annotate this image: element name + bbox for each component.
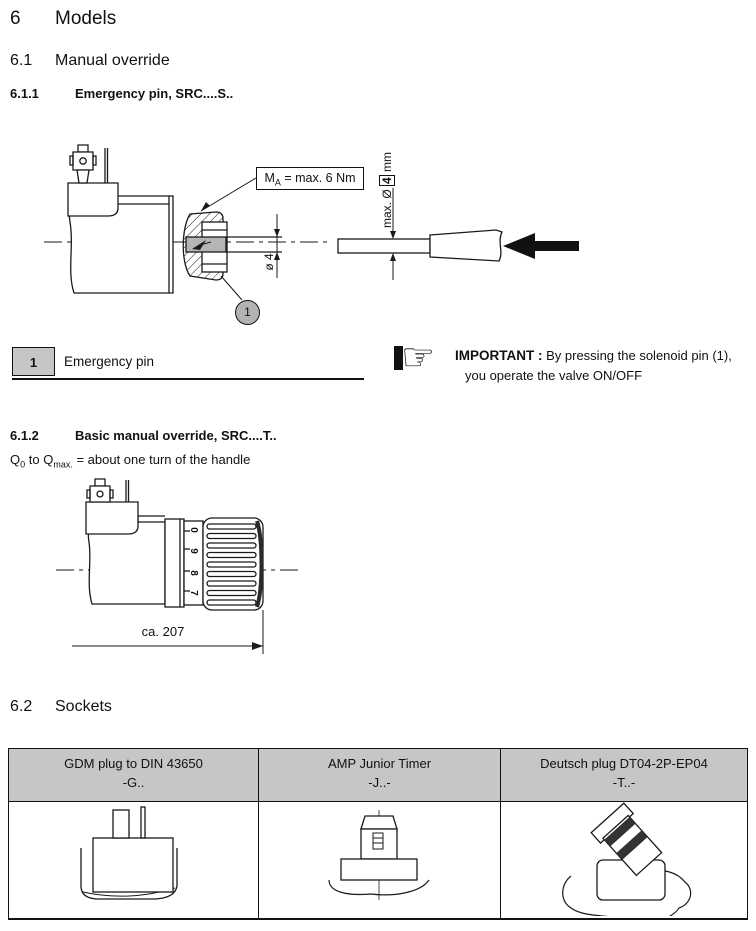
callout-badge: 1	[235, 300, 260, 325]
knob-scale-digit: 7	[188, 590, 199, 596]
legend-row	[12, 347, 364, 380]
torque-value: = max. 6 Nm	[280, 171, 356, 185]
rod-dim-value: 4	[380, 177, 394, 184]
knob-scale-digit: 9	[188, 548, 199, 554]
length-dimension-label: ca. 207	[141, 624, 185, 639]
note-line2: you operate the valve ON/OFF	[465, 368, 643, 383]
solenoid-coil	[86, 479, 165, 604]
torque-leader	[201, 178, 256, 211]
q-mid: to Q	[25, 452, 54, 467]
section-number: 6.1.2	[10, 428, 39, 443]
sockets-body-row	[8, 802, 748, 918]
deutsch-plug-figure	[501, 802, 749, 916]
socket-code: -G..	[122, 775, 145, 790]
nut-and-pin	[183, 212, 227, 280]
section-heading-models	[10, 8, 116, 30]
section-title: Basic manual override, SRC....T..	[75, 428, 277, 443]
q-symbol: Q	[10, 452, 21, 467]
socket-drawing-deutsch	[500, 802, 748, 918]
torque-label	[256, 167, 364, 190]
push-direction-arrow-icon	[503, 233, 579, 259]
section-title: Sockets	[55, 698, 112, 715]
important-note	[455, 346, 756, 386]
knob-scale-digit: 0	[188, 527, 199, 533]
handle-turn-note	[10, 452, 251, 470]
section-heading-emergency-pin	[10, 86, 233, 101]
manicule-glyph: ☞	[401, 337, 436, 379]
emergency-pin-figure	[30, 130, 590, 330]
rod-dim-unit: mm	[380, 151, 394, 176]
sockets-header-row	[8, 748, 748, 802]
socket-name: AMP Junior Timer	[327, 756, 432, 771]
manual-override-figure	[50, 478, 350, 668]
torque-symbol: M	[264, 171, 275, 185]
knob-scale-digit: 8	[188, 570, 199, 576]
socket-name: Deutsch plug DT04-2P-EP04	[540, 756, 708, 771]
gdm-plug-figure	[9, 802, 259, 916]
socket-name: GDM plug to DIN 43650	[64, 756, 203, 771]
socket-code: -T..-	[612, 775, 636, 790]
handle-knob	[165, 518, 263, 610]
q0-subscript: 0	[20, 459, 26, 470]
q-rest: = about one turn of the handle	[72, 452, 251, 467]
note-body: By pressing the solenoid pin (1),	[542, 348, 732, 363]
sockets-table	[8, 748, 748, 920]
section-heading-basic-override	[10, 428, 277, 443]
rod-diameter-label	[380, 142, 396, 238]
pointing-hand-icon	[394, 337, 436, 379]
note-line1	[455, 346, 756, 366]
section-heading-manual-override	[10, 52, 170, 70]
legend-label: Emergency pin	[64, 354, 155, 369]
pin-diameter-label: ø 4	[262, 253, 276, 271]
section-title: Models	[55, 8, 117, 29]
pressing-tool	[338, 188, 502, 280]
amp-plug-figure	[259, 802, 501, 916]
qmax-subscript: max.	[53, 459, 73, 470]
section-title: Manual override	[55, 52, 170, 69]
note-title: IMPORTANT :	[455, 348, 543, 363]
rod-dim-prefix: max.	[380, 198, 394, 229]
socket-header-gdm	[8, 748, 258, 802]
callout-leader	[221, 276, 242, 300]
socket-code: -J..-	[368, 775, 391, 790]
socket-header-amp	[258, 748, 500, 802]
section-title: Emergency pin, SRC....S..	[75, 86, 234, 101]
section-number: 6.1	[10, 52, 33, 69]
legend-key: 1	[12, 347, 55, 376]
socket-header-deutsch	[500, 748, 748, 802]
section-heading-sockets	[10, 698, 112, 716]
section-number: 6.2	[10, 698, 33, 715]
section-number: 6.1.1	[10, 86, 39, 101]
diameter-symbol: Ø	[380, 186, 394, 199]
socket-drawing-gdm	[8, 802, 258, 918]
torque-subscript: A	[274, 177, 281, 188]
solenoid-coil	[68, 145, 173, 293]
socket-drawing-amp	[258, 802, 500, 918]
section-number: 6	[10, 8, 21, 29]
